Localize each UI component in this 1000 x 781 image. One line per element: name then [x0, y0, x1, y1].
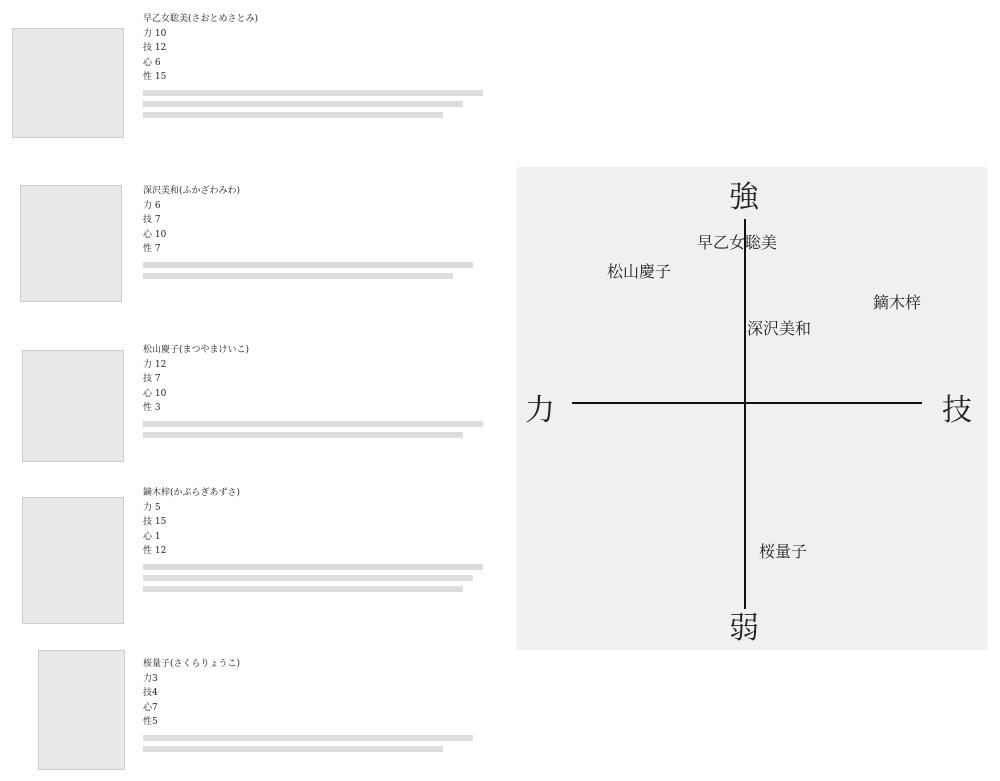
description-omitted: [143, 575, 473, 581]
character-portrait: [20, 185, 122, 302]
stat-heart: 心 10: [143, 388, 167, 399]
description-omitted: [143, 90, 483, 96]
point-sakura: 桜量子: [759, 542, 808, 561]
stat-strength: 力 10: [143, 28, 167, 39]
character-portrait: [38, 650, 125, 770]
axis-label-strong: 強: [729, 180, 759, 215]
profile-name: 桜量子(さくらりょうこ): [143, 659, 241, 669]
point-fukazawa: 深沢美和: [747, 319, 812, 338]
description-omitted: [143, 262, 473, 268]
stat-heart: 心 10: [143, 229, 167, 240]
axis-label-technique: 技: [942, 393, 972, 428]
description-omitted: [143, 101, 463, 107]
profile-info: [143, 12, 483, 122]
stat-sei: 性 12: [143, 546, 167, 556]
stat-sei: 性 3: [143, 403, 161, 413]
stat-strength: 力 12: [143, 359, 167, 370]
stat-heart: 心7: [143, 702, 158, 713]
stat-sei: 性 15: [143, 72, 167, 82]
stat-sei: 性5: [143, 717, 158, 727]
stat-heart: 心 6: [143, 57, 161, 68]
stat-technique: 技 7: [143, 215, 161, 225]
axis-label-power: 力: [525, 393, 555, 428]
position-diagram: [517, 167, 987, 650]
profile-info: [143, 343, 483, 442]
horizontal-axis: [572, 402, 922, 404]
profile-name: 松山慶子(まつやまけいこ): [143, 345, 250, 355]
character-portrait: [22, 497, 124, 624]
stat-technique: 技 7: [143, 374, 161, 384]
description-omitted: [143, 421, 483, 427]
stat-strength: 力 6: [143, 200, 161, 211]
character-portrait: [12, 28, 124, 138]
description-omitted: [143, 564, 483, 570]
stat-strength: 力 5: [143, 502, 161, 513]
stat-technique: 技4: [143, 688, 158, 698]
profile-name: 早乙女聡美(さおとめさとみ): [143, 14, 259, 24]
stat-technique: 技 12: [143, 43, 167, 53]
point-kaburagi: 鏑木梓: [873, 293, 922, 312]
profile-name: 深沢美和(ふかざわみわ): [143, 186, 241, 196]
stat-strength: 力3: [143, 673, 158, 684]
description-omitted: [143, 586, 463, 592]
profile-info: [143, 184, 473, 283]
character-portrait: [22, 350, 124, 462]
profile-info: [143, 486, 483, 596]
point-saotome: 早乙女聡美: [697, 233, 778, 252]
description-omitted: [143, 735, 473, 741]
stat-technique: 技 15: [143, 517, 167, 527]
point-matsuyama: 松山慶子: [607, 262, 672, 281]
description-omitted: [143, 432, 463, 438]
axis-label-weak: 弱: [729, 611, 759, 646]
profile-info: [143, 657, 473, 756]
vertical-axis: [744, 219, 746, 609]
stat-sei: 性 7: [143, 244, 161, 254]
description-omitted: [143, 112, 443, 118]
stat-heart: 心 1: [143, 531, 161, 542]
description-omitted: [143, 746, 443, 752]
profile-name: 鏑木梓(かぶらぎあずさ): [143, 488, 241, 498]
description-omitted: [143, 273, 453, 279]
